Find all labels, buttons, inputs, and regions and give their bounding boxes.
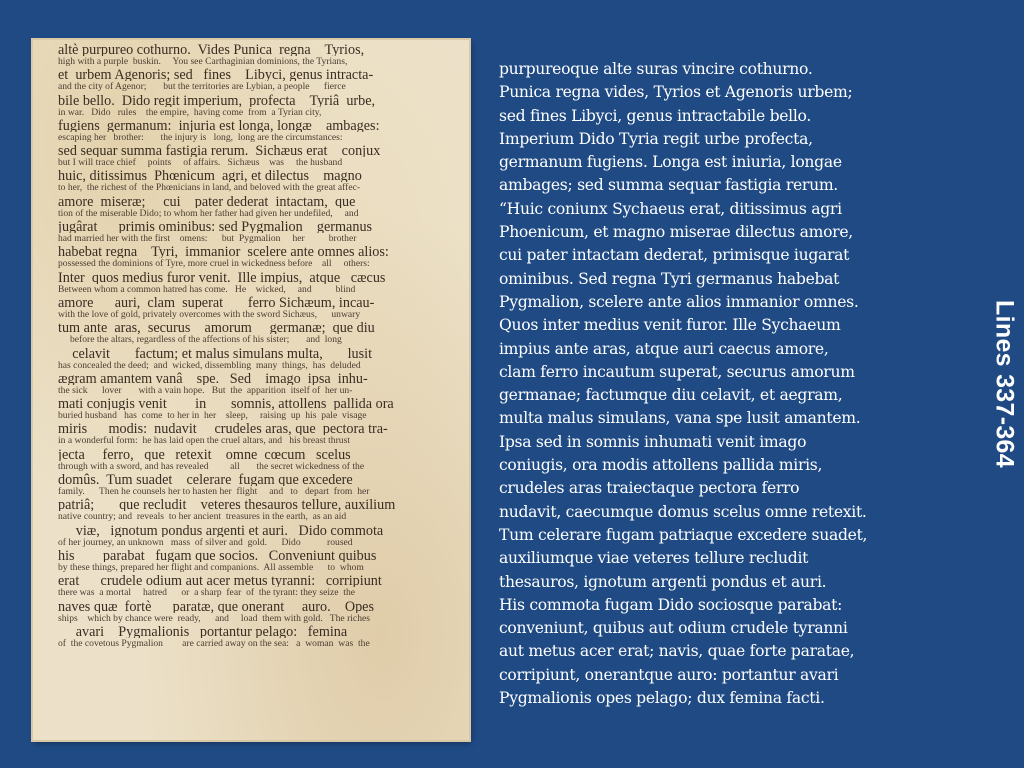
- scan-translation-line: in war. Dido rules the empire, having come from a Tyrian city,: [58, 106, 322, 118]
- scan-latin-line: amore auri, clam superat ferro Sichæum, incau-: [58, 295, 375, 309]
- passage-line: Tum celerare fugam patriaque excedere suadet,: [499, 525, 868, 544]
- scan-latin-line: his parabat fugam que socios. Conveniunt quibus: [58, 548, 377, 562]
- scan-latin-line: Inter quos medius furor venit. Ille impius, atque cæcus: [58, 270, 386, 284]
- scan-latin-line: miris modis: nudavit crudeles aras, que pectora tra-: [58, 422, 388, 436]
- scan-translation-line: to her, the richest of the Phœnicians in land, and beloved with the great affec-: [58, 182, 361, 194]
- scanned-book-page: [33, 40, 469, 740]
- scan-translation-line: with the love of gold, privately overcomes with the sword Sichæus, unwary: [58, 308, 361, 320]
- scan-latin-line: naves quæ fortè paratæ, que onerant auro. Opes: [58, 599, 374, 613]
- scan-latin-line: huic, ditissimus Phœnicum agri, et dilectus magno: [58, 169, 362, 183]
- passage-line: aut metus acer erat; navis, quae forte paratae,: [499, 642, 855, 661]
- scan-translation-line: before the altars, regardless of the affections of his sister; and long: [58, 334, 342, 346]
- scan-translation-line: native country; and reveals to her ancient treasures in the earth, as an aid: [58, 511, 347, 523]
- passage-line: thesauros, ignotum argenti pondus et auri.: [499, 572, 827, 591]
- passage-line: Pygmalionis opes pelago; dux femina facti.: [499, 689, 825, 708]
- passage-line: “Huic coniunx Sychaeus erat, ditissimus agri: [499, 199, 842, 218]
- scan-translation-line: family. Then he counsels her to hasten her flight and to depart from her: [58, 486, 370, 498]
- passage-line: conveniunt, quibus aut odium crudele tyranni: [499, 619, 848, 638]
- scan-translation-line: of the covetous Pygmalion are carried away on the sea: a woman was the: [58, 637, 370, 649]
- scan-latin-line: mati conjugis venit in somnis, attollens pallida ora: [58, 397, 394, 411]
- scan-translation-line: tion of the miserable Dido; to whom her father had given her undefiled, and: [58, 207, 359, 219]
- scan-translation-line: has concealed the deed; and wicked, dissembling many things, has deluded: [58, 359, 361, 371]
- passage-line: Pygmalion, scelere ante alios immanior omnes.: [499, 292, 859, 311]
- scan-latin-line: jecta ferro, que retexit omne cœcum scelus: [58, 447, 351, 461]
- passage-line: germanum fugiens. Longa est iniuria, longae: [499, 153, 842, 172]
- passage-line: germanae; factumque diu celavit, et aegram,: [499, 386, 843, 405]
- scan-translation-line: but I will trace chief points of affairs. Sichæus was the husband: [58, 157, 343, 169]
- scan-translation-line: of her journey, an unknown mass of silver and gold. Dido roused: [58, 536, 353, 548]
- passage-line: Punica regna vides, Tyrios et Agenoris urbem;: [499, 83, 853, 102]
- scan-translation-line: Between whom a common hatred has come. He wicked, and blind: [58, 283, 356, 295]
- latin-passage: [499, 58, 944, 710]
- passage-line: His commota fugam Dido sociosque parabat:: [499, 595, 843, 614]
- scan-latin-line: amore miseræ; cui pater dederat intactam, que: [58, 194, 356, 208]
- scan-translation-line: escaping her brother: the injury is long, long are the circumstances:: [58, 131, 343, 143]
- passage-line: cui pater intactam dederat, primisque iugarat: [499, 246, 850, 265]
- passage-line: Phoenicum, et magno miserae dilectus amore,: [499, 223, 853, 242]
- passage-line: purpureoque alte suras vincire cothurno.: [499, 60, 813, 78]
- passage-line: Quos inter medius venit furor. Ille Sychaeum: [499, 316, 841, 335]
- scan-translation-line: buried husband has come to her in her sleep, raising up his pale visage: [58, 410, 367, 422]
- passage-line: impius ante aras, atque auri caecus amore,: [499, 339, 829, 358]
- scan-latin-line: avari Pygmalionis portantur pelago: femina: [58, 624, 348, 638]
- scan-translation-line: there was a mortal hatred or a sharp fear of the tyrant: they seize the: [58, 587, 356, 599]
- scan-translation-line: through with a sword, and has revealed all the secret wickedness of the: [58, 460, 365, 472]
- scan-latin-line: bile bello. Dido regit imperium, profecta Tyriâ urbe,: [58, 93, 376, 107]
- scan-latin-line: habebat regna Tyri, immanior scelere ante omnes alios:: [58, 245, 389, 259]
- passage-line: nudavit, caecumque domus scelus omne retexit.: [499, 502, 867, 521]
- scan-latin-line: ægram amantem vanâ spe. Sed imago ipsa inhu-: [58, 371, 368, 385]
- scan-translation-line: the sick lover with a vain hope. But the apparition itself of her un-: [58, 384, 353, 396]
- passage-line: corripiunt, onerantque auro: portantur avari: [499, 665, 839, 684]
- scan-translation-line: possessed the dominions of Tyre, more cruel in wickedness before all others:: [58, 258, 370, 270]
- passage-line: clam ferro incautum superat, securus amorum: [499, 362, 855, 381]
- lines-range-title: Lines 337-364: [990, 300, 1019, 468]
- scan-latin-line: fugiens germanum: injuria est longa, longæ ambages:: [58, 118, 380, 132]
- passage-line: multa malus simulans, vana spe lusit amantem.: [499, 409, 861, 428]
- scan-latin-line: sed sequar summa fastigia rerum. Sichæus erat conjux: [58, 144, 381, 158]
- passage-line: Ipsa sed in somnis inhumati venit imago: [499, 432, 807, 451]
- scan-latin-line: jugârat primis ominibus: sed Pygmalion germanus: [58, 220, 373, 234]
- scan-latin-line: celavit factum; et malus simulans multa, lusit: [58, 346, 373, 360]
- scan-latin-line: viæ, ignotum pondus argenti et auri. Dido commota: [58, 523, 384, 537]
- scan-latin-line: altè purpureo cothurno. Vides Punica regna Tyrios,: [58, 43, 365, 56]
- passage-line: sed fines Libyci, genus intractabile bello.: [499, 106, 812, 125]
- passage-line: ominibus. Sed regna Tyri germanus habebat: [499, 269, 840, 288]
- scan-translation-line: and the city of Agenor; but the territories are Lybian, a people fierce: [58, 81, 346, 93]
- scan-translation-line: in a wonderful form: he has laid open the cruel altars, and his breast thrust: [58, 435, 350, 447]
- scan-latin-line: tum ante aras, securus amorum germanæ; que diu: [58, 321, 375, 335]
- scan-translation-line: ships which by chance were ready, and load them with gold. The riches: [58, 612, 370, 624]
- passage-line: ambages; sed summa sequar fastigia rerum.: [499, 176, 838, 195]
- passage-line: auxiliumque viae veteres tellure recludit: [499, 549, 809, 568]
- passage-line: crudeles aras traiectaque pectora ferro: [499, 479, 800, 498]
- scan-latin-line: erat crudele odium aut acer metus tyranni: corripiunt: [58, 574, 382, 588]
- passage-line: Imperium Dido Tyria regit urbe profecta,: [499, 129, 813, 148]
- scan-latin-line: et urbem Agenoris; sed fines Libyci, genus intracta-: [58, 68, 374, 82]
- scan-translation-line: high with a purple buskin. You see Carthaginian dominions, the Tyrians,: [58, 56, 348, 67]
- scan-latin-line: patriâ; que recludit veteres thesauros tellure, auxilium: [58, 498, 396, 512]
- scan-translation-line: by these things, prepared her flight and companions. All assemble to whom: [58, 561, 364, 573]
- scan-latin-line: domûs. Tum suadet celerare fugam que excedere: [58, 473, 353, 487]
- passage-line: coniugis, ora modis attollens pallida miris,: [499, 456, 823, 475]
- scan-translation-line: had married her with the first omens: but Pygmalion her brother: [58, 233, 357, 245]
